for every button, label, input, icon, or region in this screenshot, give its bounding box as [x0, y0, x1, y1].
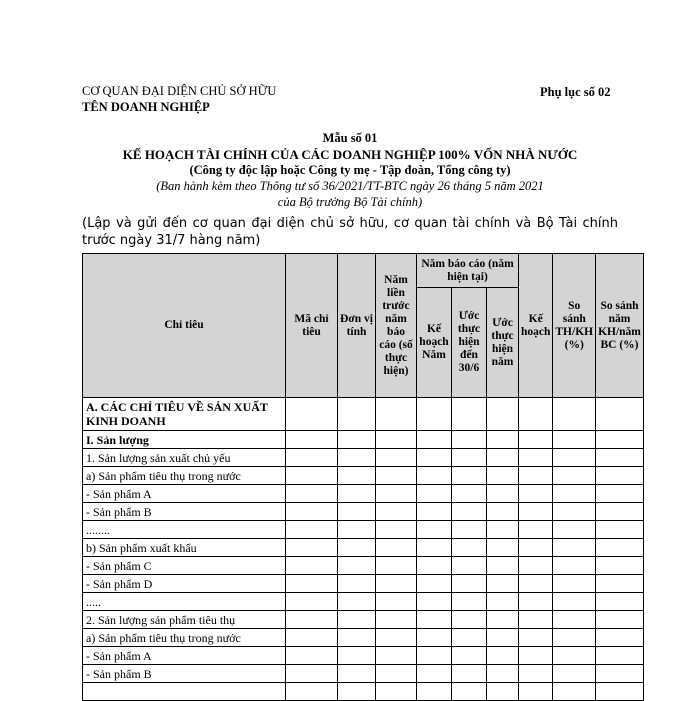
empty-cell [338, 431, 376, 449]
empty-cell [452, 683, 487, 701]
empty-cell [417, 485, 452, 503]
empty-cell [553, 629, 596, 647]
empty-cell [417, 467, 452, 485]
table-row [83, 503, 644, 521]
empty-cell [596, 557, 644, 575]
empty-cell [417, 503, 452, 521]
table-row [83, 467, 644, 485]
document-subtitle: (Công ty độc lập hoặc Công ty mẹ - Tập đoàn, Tổng công ty) [189, 163, 511, 177]
empty-cell [376, 575, 417, 593]
table-row [83, 611, 644, 629]
empty-cell [596, 521, 644, 539]
empty-cell [417, 449, 452, 467]
empty-cell [519, 398, 553, 431]
empty-cell [417, 665, 452, 683]
table-row [83, 575, 644, 593]
empty-cell [487, 431, 519, 449]
empty-cell [417, 575, 452, 593]
row-indicator-label: A. CÁC CHỈ TIÊU VỀ SẢN XUẤT KINH DOANH [83, 398, 286, 431]
empty-cell [452, 539, 487, 557]
empty-cell [452, 503, 487, 521]
empty-cell [553, 611, 596, 629]
empty-cell [376, 449, 417, 467]
empty-cell [338, 485, 376, 503]
empty-cell [596, 503, 644, 521]
row-indicator-label: - Sản phẩm A [83, 647, 286, 665]
empty-cell [338, 647, 376, 665]
row-indicator-label [83, 683, 286, 701]
table-row [83, 665, 644, 683]
row-indicator-label: ..... [83, 593, 286, 611]
empty-cell [376, 467, 417, 485]
empty-cell [452, 647, 487, 665]
empty-cell [376, 593, 417, 611]
empty-cell [452, 557, 487, 575]
financial-plan-table [82, 253, 644, 701]
empty-cell [452, 629, 487, 647]
empty-cell [286, 557, 338, 575]
empty-cell [596, 398, 644, 431]
header-plan: Kế hoạch [519, 254, 553, 398]
empty-cell [487, 593, 519, 611]
empty-cell [553, 431, 596, 449]
table-row [83, 398, 644, 431]
empty-cell [338, 575, 376, 593]
empty-cell [553, 449, 596, 467]
empty-cell [553, 521, 596, 539]
owner-agency-line: CƠ QUAN ĐẠI DIỆN CHỦ SỞ HỮU [82, 84, 277, 98]
empty-cell [452, 575, 487, 593]
empty-cell [553, 539, 596, 557]
header-unit: Đơn vị tính [338, 254, 376, 398]
empty-cell [553, 647, 596, 665]
empty-cell [417, 611, 452, 629]
empty-cell [376, 665, 417, 683]
table-row [83, 431, 644, 449]
empty-cell [417, 539, 452, 557]
empty-cell [338, 398, 376, 431]
empty-cell [519, 449, 553, 467]
empty-cell [376, 611, 417, 629]
empty-cell [487, 665, 519, 683]
empty-cell [452, 611, 487, 629]
table-row [83, 647, 644, 665]
header-prev-year: Năm liền trước năm báo cáo (số thực hiện) [376, 254, 417, 398]
empty-cell [286, 431, 338, 449]
empty-cell [338, 449, 376, 467]
table-row [83, 521, 644, 539]
empty-cell [286, 683, 338, 701]
empty-cell [452, 485, 487, 503]
table-row [83, 557, 644, 575]
empty-cell [338, 665, 376, 683]
empty-cell [596, 593, 644, 611]
empty-cell [596, 485, 644, 503]
empty-cell [376, 683, 417, 701]
row-indicator-label: 2. Sản lượng sản phẩm tiêu thụ [83, 611, 286, 629]
empty-cell [286, 503, 338, 521]
empty-cell [286, 521, 338, 539]
empty-cell [487, 449, 519, 467]
empty-cell [596, 431, 644, 449]
header-indicator: Chỉ tiêu [83, 254, 286, 398]
empty-cell [338, 611, 376, 629]
empty-cell [376, 431, 417, 449]
empty-cell [487, 575, 519, 593]
empty-cell [286, 485, 338, 503]
empty-cell [596, 575, 644, 593]
empty-cell [487, 629, 519, 647]
document-title: KẾ HOẠCH TÀI CHÍNH CỦA CÁC DOANH NGHIỆP 100% VỐN NHÀ NƯỚC [122, 147, 578, 162]
empty-cell [487, 521, 519, 539]
empty-cell [417, 431, 452, 449]
empty-cell [286, 449, 338, 467]
submission-note: (Lập và gửi đến cơ quan đại diện chủ sở hữu, cơ quan tài chính và Bộ Tài chính trước ngày 31/7 hàng năm) [82, 216, 618, 248]
empty-cell [286, 611, 338, 629]
header-plan-year: Kế hoạch Năm [417, 288, 452, 398]
empty-cell [553, 575, 596, 593]
empty-cell [286, 398, 338, 431]
empty-cell [487, 398, 519, 431]
empty-cell [596, 467, 644, 485]
header-code: Mã chỉ tiêu [286, 254, 338, 398]
empty-cell [286, 647, 338, 665]
empty-cell [452, 431, 487, 449]
empty-cell [286, 665, 338, 683]
empty-cell [417, 593, 452, 611]
empty-cell [553, 683, 596, 701]
table-row [83, 449, 644, 467]
empty-cell [487, 485, 519, 503]
empty-cell [376, 557, 417, 575]
empty-cell [487, 611, 519, 629]
empty-cell [417, 629, 452, 647]
empty-cell [487, 503, 519, 521]
empty-cell [553, 665, 596, 683]
header-est-to-june: Ước thực hiện đến 30/6 [452, 288, 487, 398]
empty-cell [487, 557, 519, 575]
empty-cell [338, 557, 376, 575]
empty-cell [519, 467, 553, 485]
table-row [83, 539, 644, 557]
empty-cell [596, 683, 644, 701]
empty-cell [376, 629, 417, 647]
empty-cell [452, 521, 487, 539]
empty-cell [417, 683, 452, 701]
empty-cell [338, 521, 376, 539]
empty-cell [417, 398, 452, 431]
row-indicator-label: a) Sản phẩm tiêu thụ trong nước [83, 467, 286, 485]
empty-cell [376, 521, 417, 539]
empty-cell [376, 485, 417, 503]
empty-cell [376, 503, 417, 521]
row-indicator-label: 1. Sản lượng sản xuất chủ yếu [83, 449, 286, 467]
table-row [83, 485, 644, 503]
empty-cell [519, 647, 553, 665]
table-row [83, 683, 644, 701]
issuance-note-line-2: của Bộ trưởng Bộ Tài chính) [277, 195, 423, 209]
empty-cell [338, 629, 376, 647]
row-indicator-label: - Sản phẩm B [83, 665, 286, 683]
empty-cell [519, 431, 553, 449]
empty-cell [519, 503, 553, 521]
empty-cell [553, 503, 596, 521]
empty-cell [452, 449, 487, 467]
empty-cell [452, 398, 487, 431]
empty-cell [519, 557, 553, 575]
empty-cell [452, 665, 487, 683]
empty-cell [487, 647, 519, 665]
empty-cell [553, 593, 596, 611]
empty-cell [452, 593, 487, 611]
empty-cell [286, 593, 338, 611]
empty-cell [596, 665, 644, 683]
empty-cell [519, 575, 553, 593]
empty-cell [417, 647, 452, 665]
empty-cell [519, 539, 553, 557]
empty-cell [487, 467, 519, 485]
empty-cell [376, 539, 417, 557]
empty-cell [338, 593, 376, 611]
empty-cell [553, 398, 596, 431]
header-report-year: Năm báo cáo (năm hiện tại) [417, 254, 519, 288]
appendix-label: Phụ lục số 02 [540, 85, 611, 99]
row-indicator-label: - Sản phẩm C [83, 557, 286, 575]
header-compare-th-kh: So sánh TH/KH (%) [553, 254, 596, 398]
issuance-note-line-1: (Ban hành kèm theo Thông tư số 36/2021/TT-BTC ngày 26 tháng 5 năm 2021 [156, 179, 544, 193]
header-compare-kh-bc: So sánh năm KH/năm BC (%) [596, 254, 644, 398]
empty-cell [519, 485, 553, 503]
empty-cell [417, 557, 452, 575]
row-indicator-label: I. Sản lượng [83, 431, 286, 449]
empty-cell [596, 539, 644, 557]
empty-cell [596, 611, 644, 629]
row-indicator-label: - Sản phẩm A [83, 485, 286, 503]
empty-cell [286, 467, 338, 485]
empty-cell [596, 449, 644, 467]
company-name-line: TÊN DOANH NGHIỆP [82, 100, 210, 114]
empty-cell [286, 539, 338, 557]
empty-cell [417, 521, 452, 539]
empty-cell [519, 521, 553, 539]
empty-cell [519, 611, 553, 629]
row-indicator-label: - Sản phẩm B [83, 503, 286, 521]
empty-cell [487, 539, 519, 557]
empty-cell [452, 467, 487, 485]
empty-cell [286, 629, 338, 647]
empty-cell [376, 398, 417, 431]
empty-cell [338, 467, 376, 485]
table-row [83, 629, 644, 647]
empty-cell [553, 557, 596, 575]
empty-cell [553, 467, 596, 485]
empty-cell [519, 593, 553, 611]
row-indicator-label: ........ [83, 521, 286, 539]
row-indicator-label: a) Sản phẩm tiêu thụ trong nước [83, 629, 286, 647]
row-indicator-label: b) Sản phẩm xuất khẩu [83, 539, 286, 557]
empty-cell [519, 683, 553, 701]
empty-cell [338, 503, 376, 521]
empty-cell [286, 575, 338, 593]
empty-cell [338, 539, 376, 557]
row-indicator-label: - Sản phẩm D [83, 575, 286, 593]
header-est-year: Ước thực hiện năm [487, 288, 519, 398]
empty-cell [596, 647, 644, 665]
empty-cell [519, 629, 553, 647]
table-row [83, 593, 644, 611]
empty-cell [553, 485, 596, 503]
empty-cell [487, 683, 519, 701]
empty-cell [338, 683, 376, 701]
form-number: Mẫu số 01 [322, 131, 378, 145]
empty-cell [596, 629, 644, 647]
empty-cell [376, 647, 417, 665]
empty-cell [519, 665, 553, 683]
